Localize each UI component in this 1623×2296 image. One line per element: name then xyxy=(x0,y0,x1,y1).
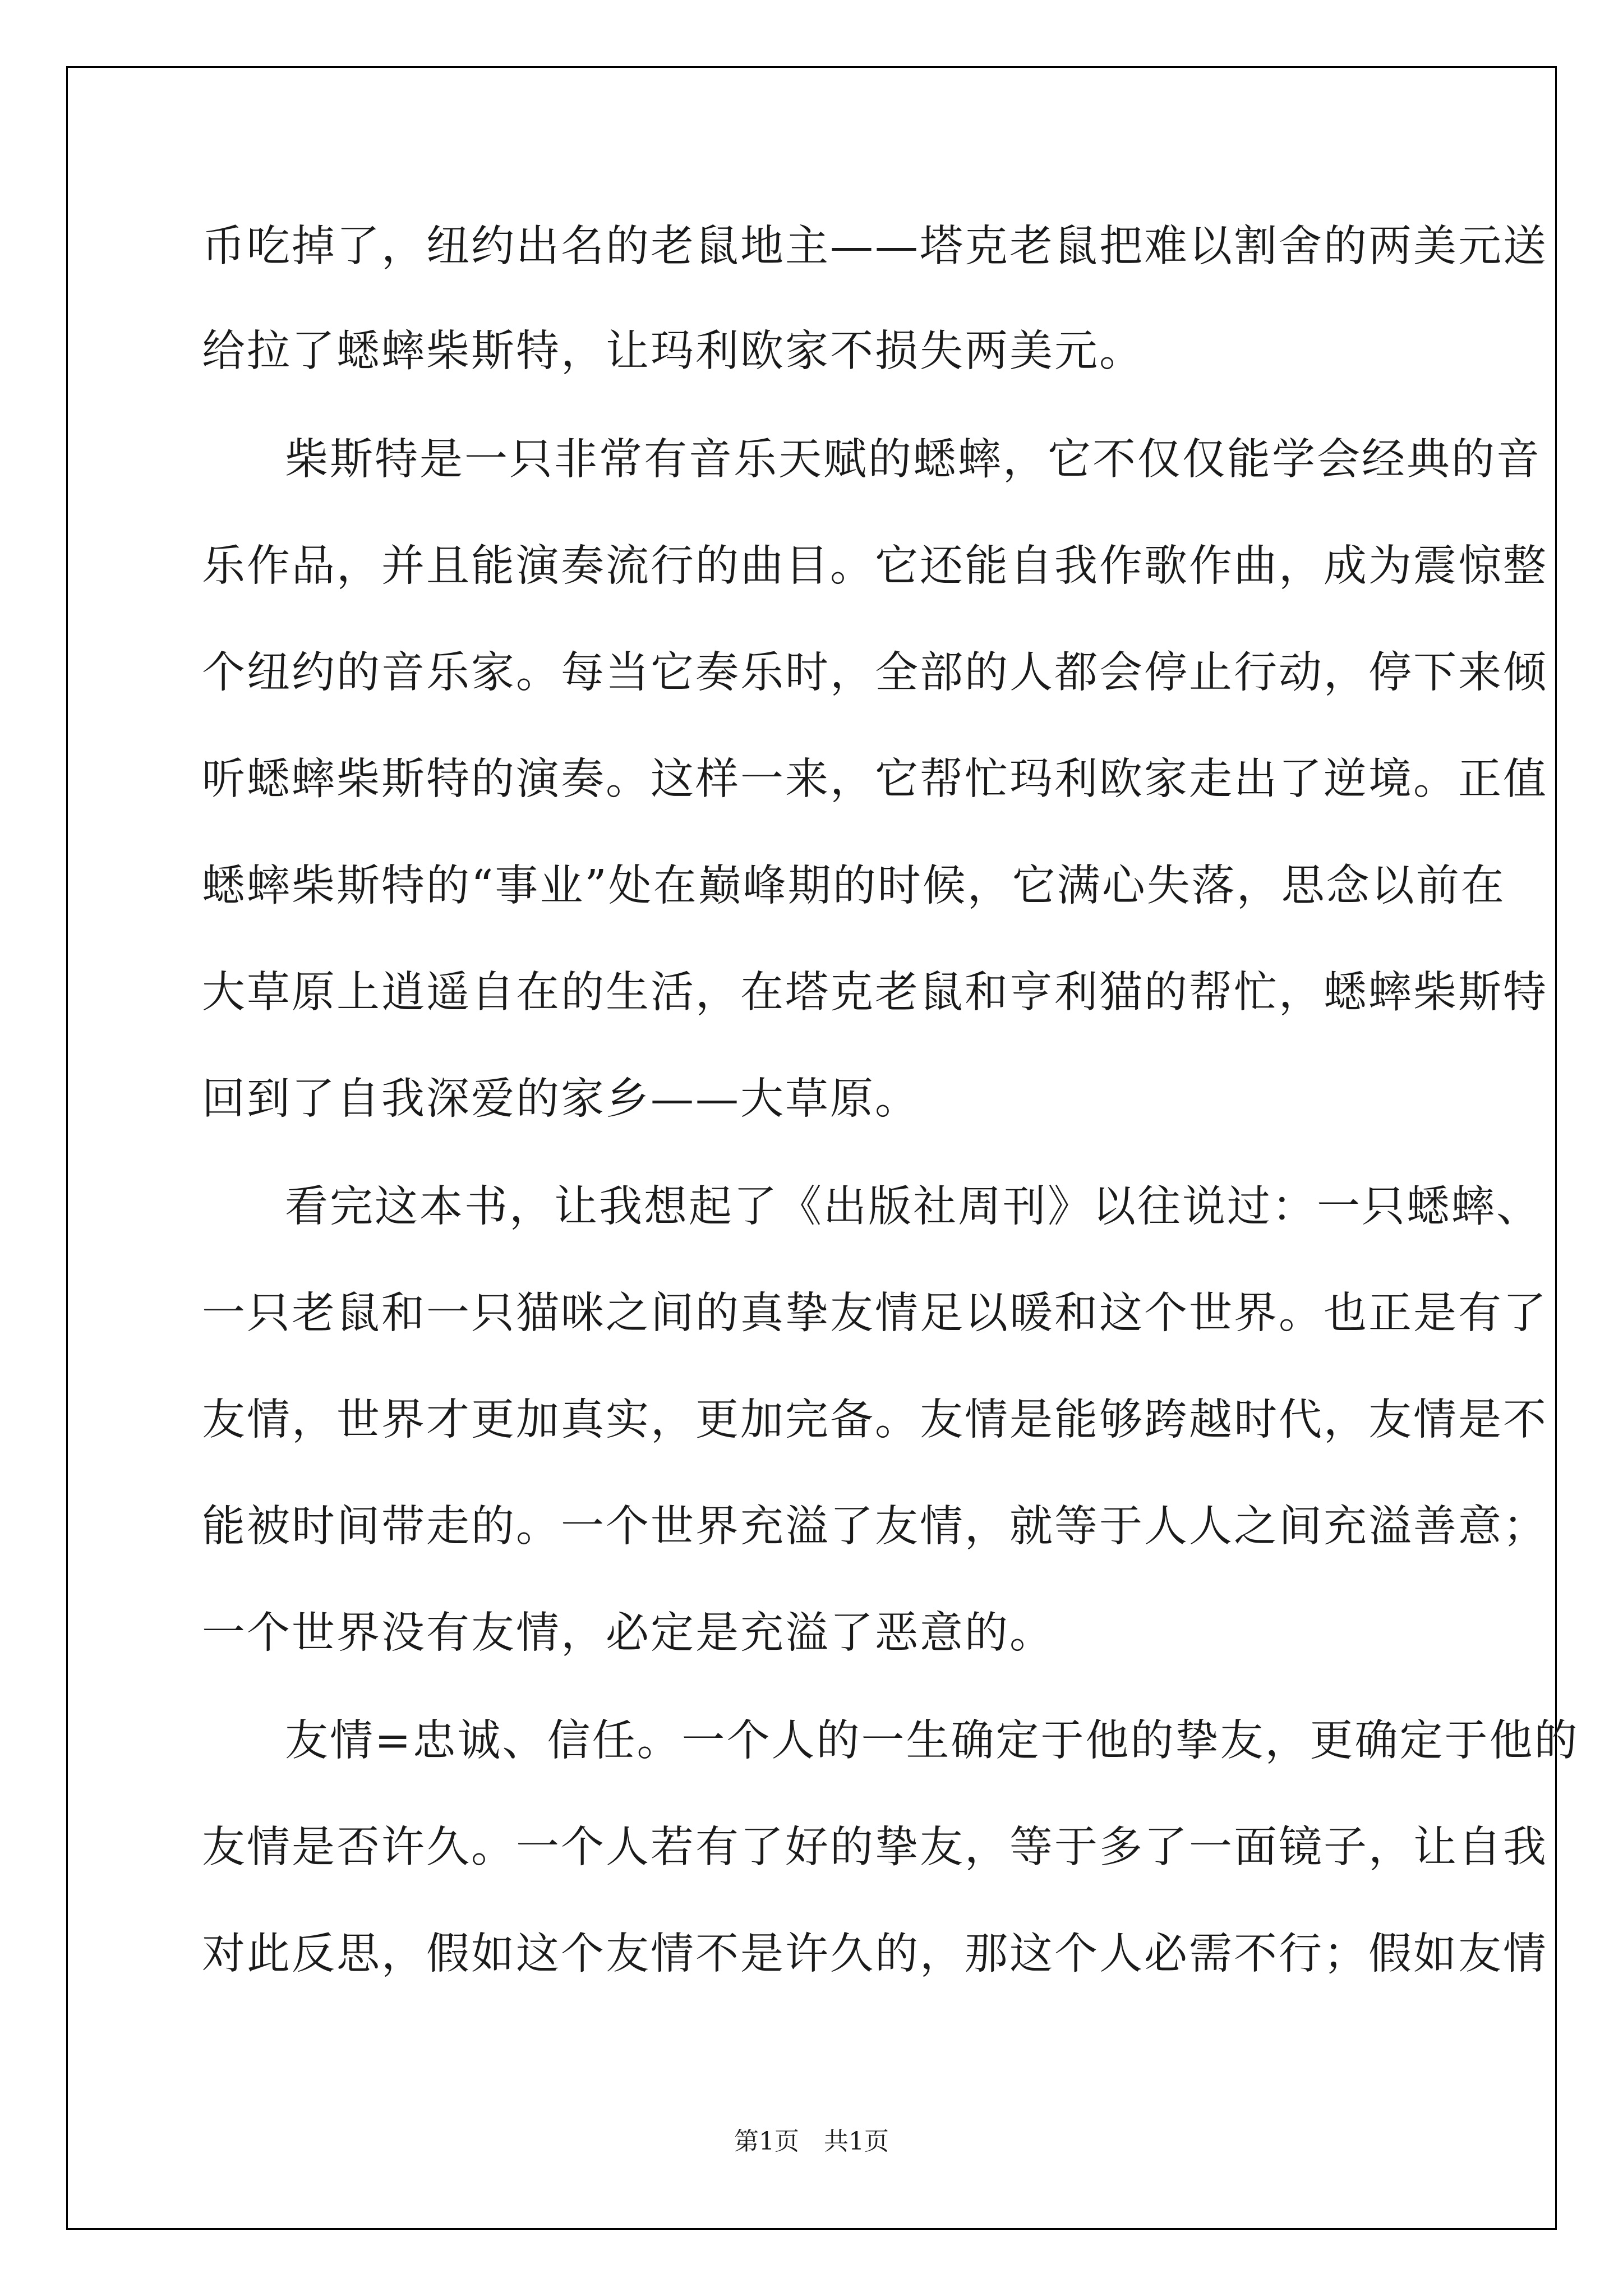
text-line: 蟋蟀柴斯特的“事业”处在巅峰期的时候，它满心失落，思念以前在 xyxy=(202,861,1506,911)
text-line: 听蟋蟀柴斯特的演奏。这样一来，它帮忙玛利欧家走出了逆境。正值 xyxy=(202,754,1548,804)
text-line: 乐作品，并且能演奏流行的曲目。它还能自我作歌作曲，成为震惊整 xyxy=(202,541,1548,591)
text-line: 回到了自我深爱的家乡——大草原。 xyxy=(202,1074,920,1124)
page-border xyxy=(66,66,1557,2230)
text-line: 个纽约的音乐家。每当它奏乐时，全部的人都会停止行动，停下来倾 xyxy=(202,648,1548,698)
paragraph-start-line: 柴斯特是一只非常有音乐天赋的蟋蟀，它不仅仅能学会经典的音 xyxy=(285,435,1541,485)
text-line: 友情是否许久。一个人若有了好的挚友，等于多了一面镜子，让自我 xyxy=(202,1823,1548,1872)
text-line: 大草原上逍遥自在的生活，在塔克老鼠和亨利猫的帮忙，蟋蟀柴斯特 xyxy=(202,968,1548,1018)
text-line: 一只老鼠和一只猫咪之间的真挚友情足以暖和这个世界。也正是有了 xyxy=(202,1289,1548,1338)
paragraph-start-line: 友情=忠诚、信任。一个人的一生确定于他的挚友，更确定于他的 xyxy=(285,1716,1579,1766)
text-line: 一个世界没有友情，必定是充溢了恶意的。 xyxy=(202,1608,1054,1658)
paragraph-start-line: 看完这本书，让我想起了《出版社周刊》以往说过：一只蟋蟀、 xyxy=(285,1182,1541,1232)
text-line: 给拉了蟋蟀柴斯特，让玛利欧家不损失两美元。 xyxy=(202,326,1144,376)
text-line: 能被时间带走的。一个世界充溢了友情，就等于人人之间充溢善意； xyxy=(202,1502,1548,1552)
text-line: 友情，世界才更加真实，更加完备。友情是能够跨越时代，友情是不 xyxy=(202,1395,1548,1445)
page-number-footer: 第1页 共1页 xyxy=(734,2127,889,2156)
text-line: 币吃掉了，纽约出名的老鼠地主——塔克老鼠把难以割舍的两美元送 xyxy=(202,222,1548,272)
text-line: 对此反思，假如这个友情不是许久的，那这个人必需不行；假如友情 xyxy=(202,1929,1548,1979)
